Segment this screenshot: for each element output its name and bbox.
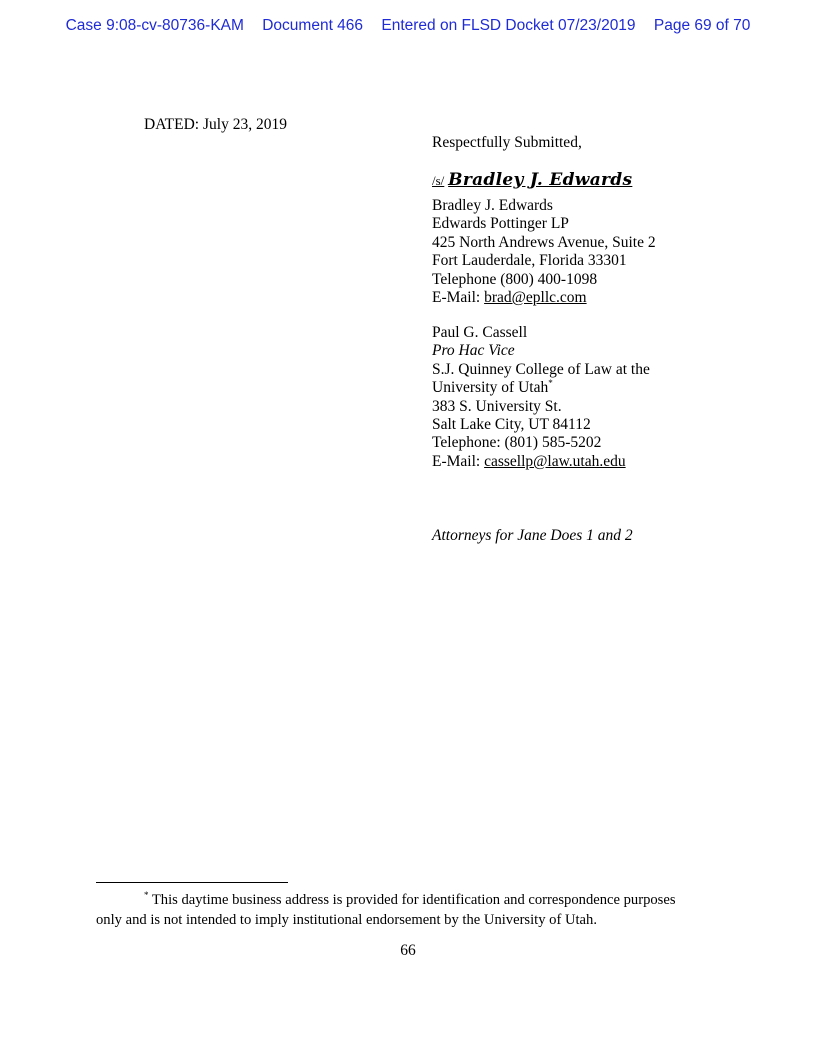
counsel-address-line2: Salt Lake City, UT 84112 — [432, 416, 591, 434]
case-number: Case 9:08-cv-80736-KAM — [65, 17, 244, 34]
institution-line1: S.J. Quinney College of Law at the — [432, 360, 650, 378]
counsel-firm: Edwards Pottinger LP — [432, 215, 569, 233]
counsel-telephone: Telephone: (801) 585-5202 — [432, 434, 602, 452]
counsel-address-line1: 425 North Andrews Avenue, Suite 2 — [432, 233, 656, 251]
footnote-mark: * — [144, 890, 149, 901]
footnote-reference: * — [548, 378, 553, 389]
email-link[interactable]: cassellp@law.utah.edu — [484, 452, 626, 470]
footnote-line1 — [96, 891, 726, 911]
counsel-telephone: Telephone (800) 400-1098 — [432, 270, 598, 288]
email-link[interactable]: brad@epllc.com — [484, 289, 587, 307]
docket-entry: Entered on FLSD Docket 07/23/2019 — [381, 17, 636, 34]
docket-header — [0, 17, 816, 35]
counsel-address-line2: Fort Lauderdale, Florida 33301 — [432, 252, 627, 270]
counsel-email-line — [432, 453, 792, 471]
attorneys-for: Attorneys for Jane Does 1 and 2 — [432, 527, 633, 544]
closing: Respectfully Submitted, — [432, 134, 582, 151]
counsel-email-line — [432, 289, 792, 307]
footnote-text-line1: This daytime business address is provided for identification and correspondence purposes — [148, 892, 676, 908]
counsel-address-line1: 383 S. University St. — [432, 397, 562, 415]
counsel-name: Paul G. Cassell — [432, 324, 528, 341]
signature-prefix: /s/ — [432, 173, 445, 188]
dated-line: DATED: July 23, 2019 — [144, 116, 287, 133]
signature-line — [432, 171, 792, 190]
page-number: 66 — [400, 942, 416, 959]
counsel-block-cassell — [432, 324, 792, 471]
email-label: E-Mail: — [432, 289, 485, 307]
counsel-block-edwards — [432, 197, 792, 307]
institution-name: University of Utah — [432, 379, 549, 397]
page-indicator: Page 69 of 70 — [653, 17, 751, 34]
document-number: Document 466 — [262, 17, 364, 34]
signature: Bradley J. Edwards — [448, 170, 633, 190]
footnote-text-line2: only and is not intended to imply institutional endorsement by the University of Utah. — [96, 911, 597, 928]
footnote-divider — [96, 882, 288, 883]
admission-status: Pro Hac Vice — [432, 342, 515, 360]
institution-line2 — [432, 379, 792, 397]
footnote — [96, 891, 726, 930]
email-label: E-Mail: — [432, 452, 485, 470]
counsel-name: Bradley J. Edwards — [432, 197, 553, 214]
